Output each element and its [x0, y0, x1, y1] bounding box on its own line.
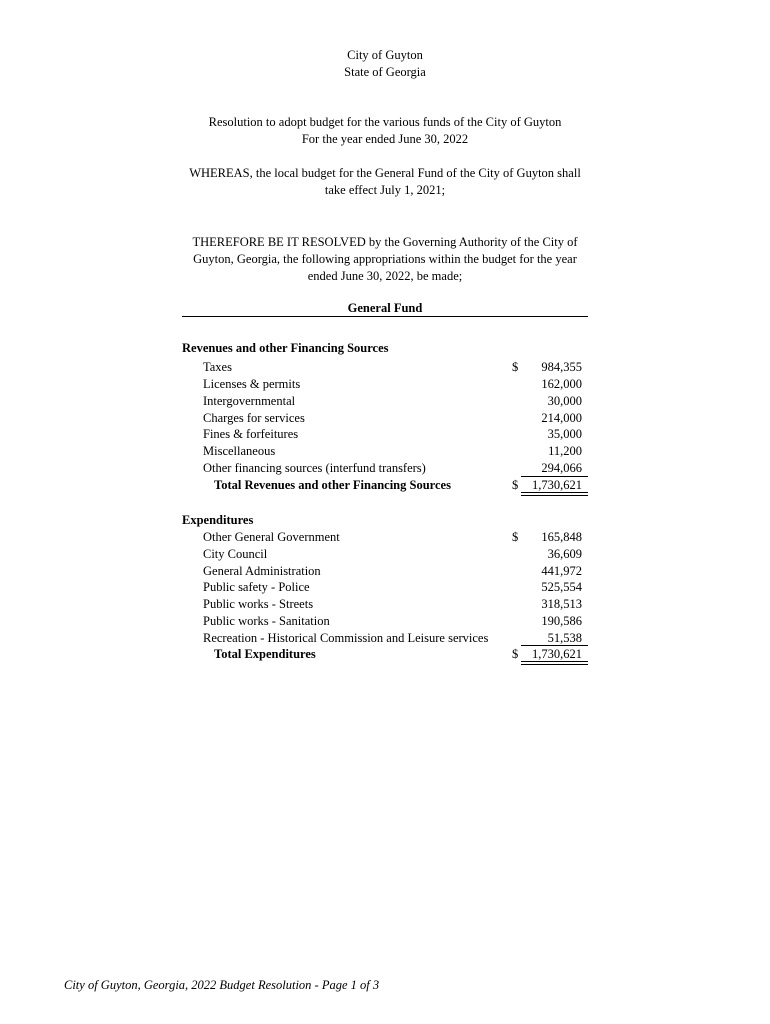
line-item-label: Public works - Sanitation [203, 614, 330, 628]
line-item-amount: 294,066 [541, 461, 582, 476]
whereas-line-2: take effect July 1, 2021; [324, 183, 446, 197]
fund-title: General Fund [347, 301, 423, 315]
line-item-label: General Administration [203, 563, 321, 578]
line-item-label: Miscellaneous [203, 444, 276, 459]
line-item-label: Taxes [203, 360, 232, 374]
whereas-line-1: WHEREAS, the local budget for the General Fund of the City of Guyton shall [189, 166, 581, 180]
therefore-line-2: Guyton, Georgia, the following appropriations within the budget for the year [193, 252, 577, 266]
expenditures-subtotal-rule [521, 645, 588, 646]
line-item-label: Charges for services [203, 410, 305, 425]
revenues-total-currency: $ [512, 478, 519, 492]
line-item-amount: 984,355 [541, 360, 582, 374]
line-item-label: Other financing sources (interfund transfers) [203, 461, 426, 476]
line-item-amount: 162,000 [541, 376, 582, 391]
fiscal-year: For the year ended June 30, 2022 [301, 132, 469, 146]
city-name: City of Guyton [347, 48, 423, 62]
revenues-total-label: Total Revenues and other Financing Sources [214, 478, 451, 492]
revenues-total-double-rule-top [521, 492, 588, 493]
line-item-amount: 36,609 [547, 546, 582, 561]
line-item-label: Recreation - Historical Commission and Leisure services [203, 630, 489, 645]
line-item-label: City Council [203, 546, 268, 561]
expenditures-heading: Expenditures [182, 513, 254, 527]
line-item-amount: 165,848 [541, 530, 582, 544]
line-item-amount: 214,000 [541, 410, 582, 425]
revenues-subtotal-rule [521, 476, 588, 477]
line-item-amount: 190,586 [541, 614, 582, 628]
therefore-line-1: THEREFORE BE IT RESOLVED by the Governing Authority of the City of [192, 235, 578, 249]
line-item-amount: 51,538 [547, 630, 582, 645]
line-item-amount: 30,000 [547, 393, 582, 408]
state-name: State of Georgia [344, 65, 426, 79]
line-item-amount: 441,972 [541, 563, 582, 578]
line-item-amount: 11,200 [548, 444, 582, 459]
fund-title-underline [182, 316, 588, 317]
revenues-total-amount: 1,730,621 [532, 478, 582, 492]
expenditures-total-label: Total Expenditures [214, 647, 316, 661]
line-item-label: Fines & forfeitures [203, 427, 299, 442]
line-item-label: Other General Government [203, 530, 340, 544]
line-item-label: Public works - Streets [203, 597, 314, 612]
line-item-amount: 318,513 [541, 597, 582, 612]
expenditures-total-currency: $ [512, 647, 519, 661]
line-item-amount: 35,000 [547, 427, 582, 442]
expenditures-total-amount: 1,730,621 [532, 647, 582, 661]
line-item-amount: 525,554 [541, 580, 582, 595]
line-item-label: Public safety - Police [203, 580, 310, 595]
revenues-heading: Revenues and other Financing Sources [182, 341, 389, 355]
therefore-line-3: ended June 30, 2022, be made; [307, 269, 463, 283]
expenditures-total-double-rule-top [521, 661, 588, 662]
page-footer: City of Guyton, Georgia, 2022 Budget Resolution - Page 1 of 3 [64, 978, 380, 992]
resolution-title: Resolution to adopt budget for the various funds of the City of Guyton [208, 115, 562, 129]
expenditures-total-double-rule-bottom [521, 664, 588, 665]
expenditures-currency: $ [512, 530, 519, 544]
revenues-currency: $ [512, 360, 519, 374]
line-item-label: Intergovernmental [203, 393, 296, 408]
line-item-label: Licenses & permits [203, 376, 301, 391]
revenues-total-double-rule-bottom [521, 495, 588, 496]
